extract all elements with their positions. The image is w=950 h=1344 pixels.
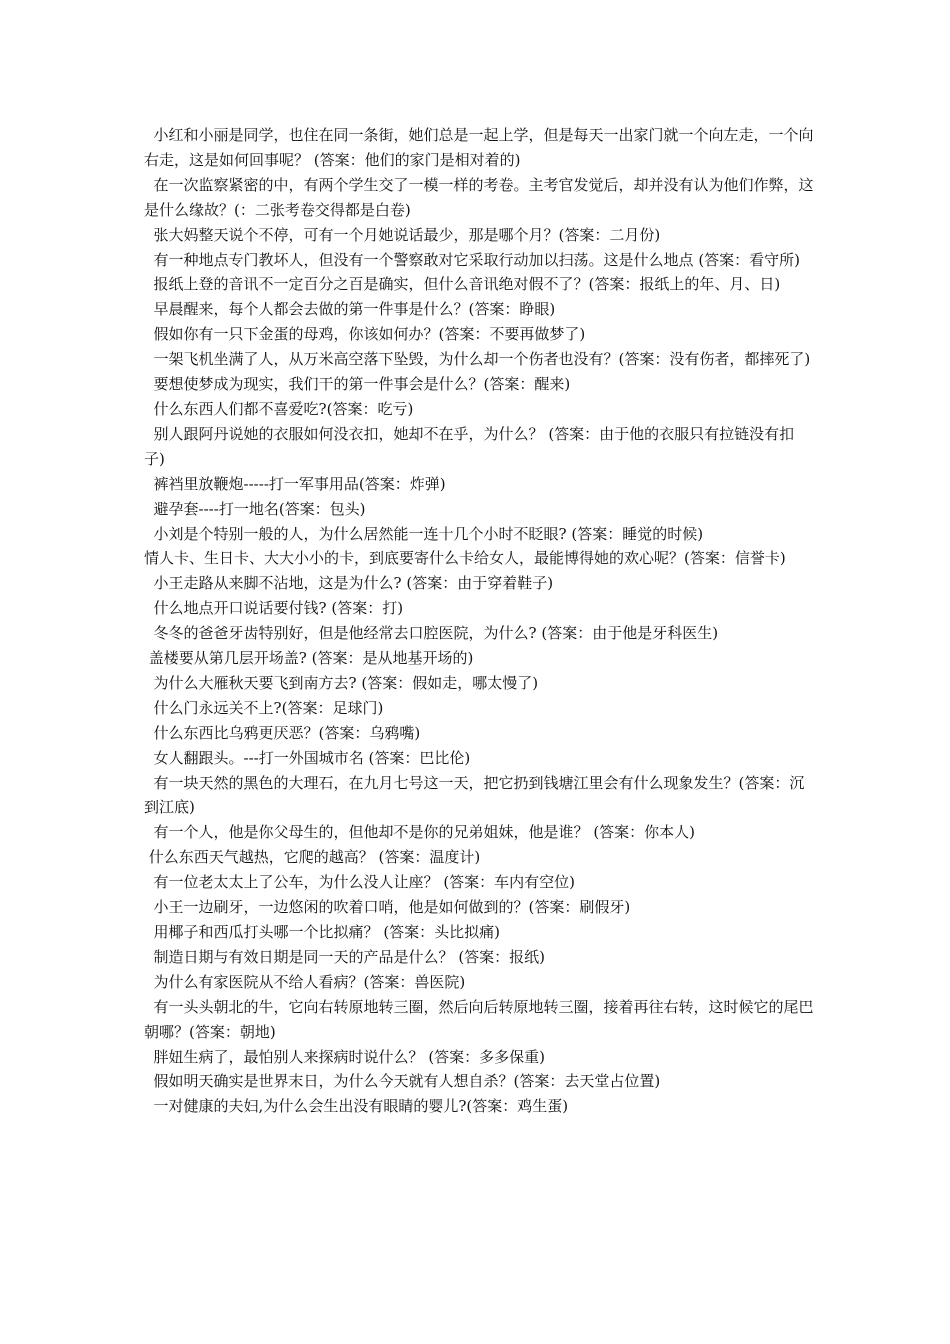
riddle-paragraph: 为什么大雁秋天要飞到南方去? (答案：假如走，哪太慢了) — [144, 673, 539, 692]
riddle-paragraph: 张大妈整天说个不停，可有一个月她说话最少，那是哪个月？(答案：二月份) — [144, 225, 661, 244]
riddle-paragraph: 有一头头朝北的牛，它向右转原地转三圈，然后向后转原地转三圈，接着再往右转，这时候它的尾巴朝哪？(答案：朝地) — [144, 997, 814, 1041]
riddle-paragraph: 小红和小丽是同学，也住在同一条街，她们总是一起上学，但是每天一出家门就一个向左走，一个向右走，这是如何回事呢？ (答案：他们的家门是相对着的) — [144, 126, 814, 169]
riddle-paragraph: 有一种地点专门教坏人，但没有一个警察敢对它采取行动加以扫荡。这是什么地点 (答案：看守所) — [144, 250, 801, 269]
riddle-paragraph: 胖妞生病了，最怕别人来探病时说什么？ (答案：多多保重) — [144, 1047, 546, 1066]
riddle-paragraph: 什么东西比乌鸦更厌恶？(答案：乌鸦嘴) — [144, 723, 421, 742]
riddle-paragraph: 什么地点开口说话要付钱? (答案：打) — [144, 599, 404, 618]
riddle-paragraph: 盖楼要从第几层开场盖? (答案：是从地基开场的) — [144, 649, 474, 668]
riddle-paragraph: 制造日期与有效日期是同一天的产品是什么？ (答案：报纸) — [144, 947, 546, 966]
riddle-paragraph: 一对健康的夫妇,为什么会生出没有眼睛的婴儿?(答案：鸡生蛋) — [144, 1097, 569, 1116]
riddle-paragraph: 裤裆里放鞭炮-----打一军事用品(答案：炸弹) — [144, 474, 446, 493]
riddle-paragraph: 什么门永远关不上?(答案：足球门) — [144, 698, 384, 717]
riddle-paragraph: 女人翻跟头。---打一外国城市名 (答案：巴比伦) — [144, 748, 471, 767]
riddle-paragraph: 什么东西天气越热，它爬的越高？ (答案：温度计) — [144, 848, 481, 867]
riddle-paragraph: 假如你有一只下金蛋的母鸡，你该如何办？(答案：不要再做梦了) — [144, 325, 586, 344]
riddle-paragraph: 避孕套----打一地名(答案：包头) — [144, 499, 366, 518]
riddle-paragraph: 一架飞机坐满了人，从万米高空落下坠毁，为什么却一个伤者也没有？(答案：没有伤者，都摔死了) — [144, 350, 811, 369]
riddle-paragraph: 早晨醒来，每个人都会去做的第一件事是什么？(答案：睁眼) — [144, 300, 556, 319]
riddle-paragraph: 别人跟阿丹说她的衣服如何没衣扣，她却不在乎，为什么？ (答案：由于他的衣服只有拉链没有扣子) — [144, 424, 795, 468]
riddle-paragraph: 小王一边刷牙，一边悠闲的吹着口哨，他是如何做到的？(答案：刷假牙) — [144, 898, 631, 917]
riddle-paragraph: 假如明天确实是世界末日，为什么今天就有人想自杀？(答案：去天堂占位置) — [144, 1072, 661, 1091]
riddle-paragraph: 小王走路从来脚不沾地，这是为什么? (答案：由于穿着鞋子) — [144, 574, 554, 593]
riddle-paragraph: 小刘是个特别一般的人，为什么居然能一连十几个小时不眨眼? (答案：睡觉的时候) — [144, 524, 704, 543]
riddle-paragraph: 要想使梦成为现实，我们干的第一件事会是什么？(答案：醒来) — [144, 375, 571, 394]
riddle-paragraph: 报纸上登的音讯不一定百分之百是确实，但什么音讯绝对假不了？(答案：报纸上的年、月、日) — [144, 275, 781, 294]
riddle-paragraph: 用椰子和西瓜打头哪一个比拟痛？ (答案：头比拟痛) — [144, 923, 501, 941]
riddle-text-body — [144, 123, 814, 1119]
riddle-paragraph: 在一次监察紧密的中，有两个学生交了一模一样的考卷。主考官发觉后，却并没有认为他们作弊，这是什么缘故？(：二张考卷交得都是白卷) — [144, 175, 814, 219]
riddle-paragraph: 什么东西人们都不喜爱吃?(答案：吃亏) — [144, 399, 414, 418]
riddle-paragraph: 有一块天然的黑色的大理石，在九月七号这一天，把它扔到钱塘江里会有什么现象发生？(答案：沉到江底) — [144, 773, 805, 817]
riddle-paragraph: 为什么有家医院从不给人看病？(答案：兽医院) — [144, 972, 466, 991]
riddle-paragraph: 冬冬的爸爸牙齿特别好，但是他经常去口腔医院，为什么? (答案：由于他是牙科医生) — [144, 624, 719, 643]
riddle-paragraph: 有一个人，他是你父母生的，但他却不是你的兄弟姐妹，他是谁？ (答案：你本人) — [144, 823, 696, 842]
riddle-paragraph: 有一位老太太上了公车，为什么没人让座？ (答案：车内有空位) — [144, 873, 576, 892]
riddle-paragraph: 情人卡、生日卡、大大小小的卡，到底要寄什么卡给女人，最能博得她的欢心呢？(答案：信誉卡) — [144, 549, 786, 568]
